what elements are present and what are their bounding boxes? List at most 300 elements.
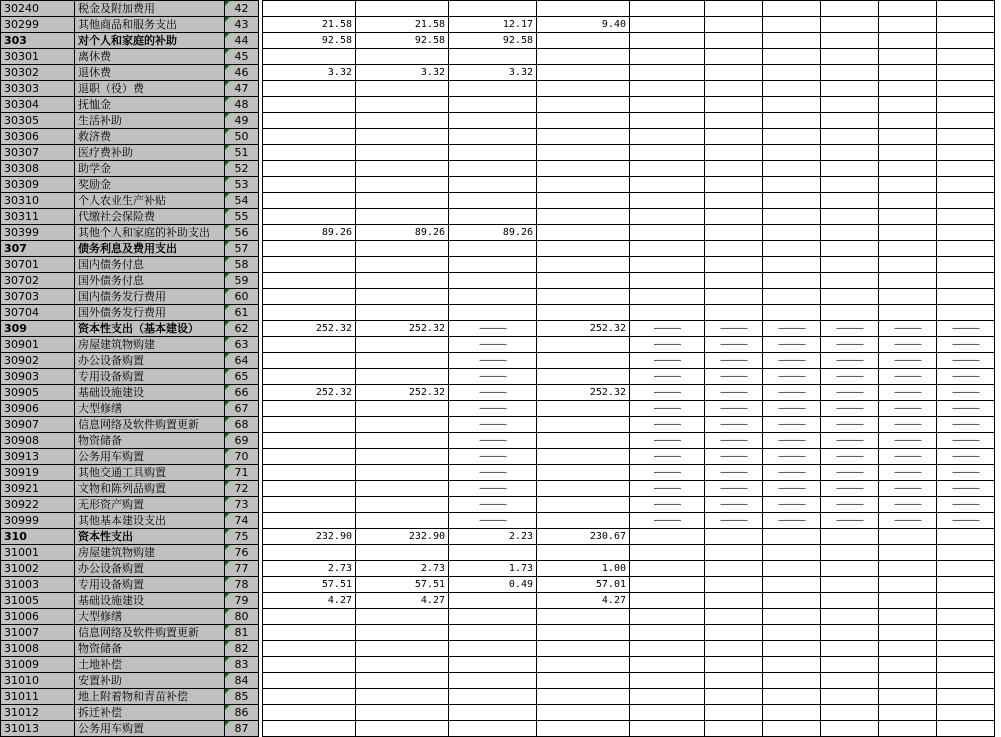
cell-value[interactable] [537,177,630,193]
cell-value[interactable] [356,209,449,225]
cell-value[interactable]: 2.73 [263,561,356,577]
cell-subject-code[interactable]: 30311 [1,209,75,225]
cell-value[interactable] [879,593,937,609]
cell-value[interactable] [449,145,537,161]
cell-value[interactable] [763,305,821,321]
cell-value[interactable] [449,545,537,561]
cell-subject-name[interactable]: 国内债务发行费用 [75,289,225,305]
cell-value[interactable] [763,561,821,577]
cell-subject-code[interactable]: 30922 [1,497,75,513]
cell-value[interactable]: 230.67 [537,529,630,545]
cell-subject-name[interactable]: 公务用车购置 [75,721,225,737]
cell-value[interactable] [879,273,937,289]
cell-value[interactable]: 1.73 [449,561,537,577]
cell-value[interactable] [879,65,937,81]
cell-value[interactable] [705,241,763,257]
cell-value[interactable] [821,65,879,81]
cell-value[interactable]: ——— [705,417,763,433]
cell-value[interactable]: ——— [879,465,937,481]
cell-subject-name[interactable]: 奖励金 [75,177,225,193]
cell-value[interactable]: 1.00 [537,561,630,577]
cell-subject-code[interactable]: 30303 [1,81,75,97]
cell-value[interactable]: ——— [763,321,821,337]
cell-value[interactable] [763,81,821,97]
cell-value[interactable] [705,689,763,705]
cell-value[interactable] [356,689,449,705]
cell-value[interactable] [705,225,763,241]
cell-value[interactable] [630,721,705,737]
cell-value[interactable] [630,705,705,721]
cell-row-number[interactable]: 52 [225,161,259,177]
cell-value[interactable]: 57.51 [356,577,449,593]
cell-subject-name[interactable]: 个人农业生产补贴 [75,193,225,209]
cell-value[interactable] [263,49,356,65]
cell-value[interactable]: 252.32 [356,385,449,401]
cell-value[interactable]: ——— [705,513,763,529]
cell-value[interactable]: ——— [821,449,879,465]
cell-value[interactable] [537,337,630,353]
cell-subject-code[interactable]: 31013 [1,721,75,737]
cell-subject-name[interactable]: 无形资产购置 [75,497,225,513]
cell-value[interactable] [937,81,995,97]
cell-value[interactable] [821,81,879,97]
cell-subject-name[interactable]: 基础设施建设 [75,385,225,401]
cell-value[interactable]: 0.49 [449,577,537,593]
cell-value[interactable] [630,1,705,17]
cell-value[interactable] [449,689,537,705]
cell-value[interactable]: ——— [821,369,879,385]
cell-value[interactable] [705,97,763,113]
cell-value[interactable] [356,145,449,161]
cell-subject-name[interactable]: 文物和陈列品购置 [75,481,225,497]
cell-value[interactable] [879,289,937,305]
cell-value[interactable] [263,193,356,209]
cell-value[interactable]: ——— [449,513,537,529]
cell-value[interactable]: 252.32 [537,321,630,337]
cell-value[interactable] [356,433,449,449]
cell-value[interactable] [705,177,763,193]
cell-value[interactable]: ——— [630,385,705,401]
cell-value[interactable] [763,1,821,17]
cell-row-number[interactable]: 66 [225,385,259,401]
cell-row-number[interactable]: 83 [225,657,259,673]
cell-value[interactable] [705,641,763,657]
cell-value[interactable] [821,641,879,657]
cell-subject-name[interactable]: 资本性支出（基本建设） [75,321,225,337]
cell-value[interactable] [705,1,763,17]
cell-value[interactable] [356,1,449,17]
cell-value[interactable]: ——— [449,321,537,337]
cell-value[interactable]: ——— [763,401,821,417]
cell-value[interactable] [449,161,537,177]
cell-value[interactable] [879,673,937,689]
cell-value[interactable]: 57.01 [537,577,630,593]
cell-value[interactable]: ——— [449,417,537,433]
cell-value[interactable] [705,193,763,209]
cell-value[interactable] [879,561,937,577]
cell-value[interactable] [821,1,879,17]
cell-value[interactable] [630,177,705,193]
cell-row-number[interactable]: 53 [225,177,259,193]
cell-row-number[interactable]: 73 [225,497,259,513]
cell-value[interactable]: ——— [937,465,995,481]
cell-value[interactable] [879,209,937,225]
cell-value[interactable]: ——— [630,321,705,337]
cell-value[interactable]: ——— [449,401,537,417]
cell-value[interactable]: ——— [879,497,937,513]
cell-value[interactable]: 232.90 [356,529,449,545]
cell-value[interactable] [537,1,630,17]
cell-value[interactable] [356,705,449,721]
cell-value[interactable]: ——— [879,369,937,385]
cell-value[interactable]: ——— [705,497,763,513]
cell-value[interactable]: ——— [449,465,537,481]
cell-value[interactable] [763,161,821,177]
cell-value[interactable] [763,721,821,737]
cell-value[interactable]: ——— [630,417,705,433]
cell-value[interactable] [537,369,630,385]
cell-value[interactable]: ——— [879,513,937,529]
cell-value[interactable] [879,609,937,625]
cell-value[interactable]: ——— [763,369,821,385]
cell-value[interactable]: ——— [937,481,995,497]
cell-value[interactable]: ——— [821,433,879,449]
cell-subject-name[interactable]: 大型修缮 [75,609,225,625]
cell-value[interactable] [537,673,630,689]
cell-value[interactable]: ——— [879,433,937,449]
cell-subject-name[interactable]: 信息网络及软件购置更新 [75,625,225,641]
cell-value[interactable] [937,545,995,561]
cell-subject-name[interactable]: 生活补助 [75,113,225,129]
cell-value[interactable] [937,145,995,161]
cell-row-number[interactable]: 47 [225,81,259,97]
cell-value[interactable] [449,241,537,257]
cell-value[interactable]: ——— [879,449,937,465]
cell-value[interactable] [879,721,937,737]
cell-value[interactable] [537,513,630,529]
cell-value[interactable]: ——— [937,449,995,465]
cell-value[interactable]: ——— [937,417,995,433]
cell-value[interactable]: ——— [821,401,879,417]
cell-subject-code[interactable]: 30902 [1,353,75,369]
cell-value[interactable] [630,689,705,705]
cell-subject-code[interactable]: 303 [1,33,75,49]
cell-value[interactable] [705,33,763,49]
cell-subject-code[interactable]: 309 [1,321,75,337]
cell-value[interactable] [537,625,630,641]
cell-value[interactable]: ——— [879,417,937,433]
cell-row-number[interactable]: 64 [225,353,259,369]
cell-value[interactable] [537,193,630,209]
cell-value[interactable] [537,161,630,177]
cell-subject-name[interactable]: 基础设施建设 [75,593,225,609]
cell-row-number[interactable]: 51 [225,145,259,161]
cell-value[interactable] [821,657,879,673]
cell-value[interactable]: ——— [879,385,937,401]
cell-value[interactable] [537,689,630,705]
cell-subject-name[interactable]: 专用设备购置 [75,577,225,593]
cell-value[interactable]: ——— [763,385,821,401]
cell-value[interactable] [537,417,630,433]
cell-row-number[interactable]: 54 [225,193,259,209]
cell-value[interactable] [537,641,630,657]
cell-value[interactable] [705,305,763,321]
cell-value[interactable] [263,145,356,161]
cell-value[interactable]: ——— [821,353,879,369]
cell-value[interactable] [263,369,356,385]
cell-value[interactable]: ——— [449,481,537,497]
cell-value[interactable] [630,33,705,49]
cell-value[interactable] [263,689,356,705]
cell-subject-name[interactable]: 信息网络及软件购置更新 [75,417,225,433]
cell-value[interactable]: ——— [630,353,705,369]
cell-value[interactable] [263,481,356,497]
cell-value[interactable] [356,305,449,321]
cell-value[interactable] [263,401,356,417]
cell-row-number[interactable]: 80 [225,609,259,625]
cell-value[interactable] [821,689,879,705]
cell-value[interactable]: 4.27 [263,593,356,609]
cell-value[interactable] [537,225,630,241]
cell-subject-code[interactable]: 30309 [1,177,75,193]
cell-value[interactable] [705,49,763,65]
cell-value[interactable]: ——— [705,481,763,497]
cell-value[interactable] [263,465,356,481]
cell-subject-code[interactable]: 30701 [1,257,75,273]
cell-subject-code[interactable]: 30399 [1,225,75,241]
cell-value[interactable] [937,65,995,81]
cell-value[interactable]: ——— [449,385,537,401]
cell-subject-code[interactable]: 30305 [1,113,75,129]
cell-value[interactable] [356,129,449,145]
cell-value[interactable] [630,97,705,113]
cell-value[interactable] [705,577,763,593]
cell-value[interactable] [356,369,449,385]
cell-value[interactable]: 21.58 [356,17,449,33]
cell-value[interactable] [879,81,937,97]
cell-row-number[interactable]: 63 [225,337,259,353]
cell-value[interactable]: ——— [937,497,995,513]
cell-subject-code[interactable]: 30307 [1,145,75,161]
cell-value[interactable] [630,625,705,641]
cell-value[interactable]: ——— [630,465,705,481]
cell-value[interactable] [356,193,449,209]
cell-subject-code[interactable]: 30304 [1,97,75,113]
cell-value[interactable]: 89.26 [356,225,449,241]
cell-value[interactable]: 92.58 [449,33,537,49]
cell-subject-code[interactable]: 31003 [1,577,75,593]
cell-subject-name[interactable]: 安置补助 [75,673,225,689]
cell-value[interactable]: 92.58 [356,33,449,49]
cell-value[interactable] [821,177,879,193]
cell-row-number[interactable]: 45 [225,49,259,65]
cell-value[interactable] [879,161,937,177]
cell-value[interactable] [263,81,356,97]
cell-value[interactable]: 12.17 [449,17,537,33]
cell-subject-name[interactable]: 地上附着物和青苗补偿 [75,689,225,705]
cell-subject-name[interactable]: 大型修缮 [75,401,225,417]
cell-subject-name[interactable]: 国外债务发行费用 [75,305,225,321]
cell-value[interactable]: ——— [705,465,763,481]
cell-value[interactable]: ——— [879,321,937,337]
cell-value[interactable]: ——— [449,449,537,465]
cell-value[interactable] [937,529,995,545]
cell-value[interactable] [937,689,995,705]
cell-subject-name[interactable]: 办公设备购置 [75,561,225,577]
cell-subject-code[interactable]: 30308 [1,161,75,177]
cell-value[interactable] [705,81,763,97]
cell-value[interactable]: 2.73 [356,561,449,577]
cell-value[interactable] [879,33,937,49]
cell-subject-name[interactable]: 其他个人和家庭的补助支出 [75,225,225,241]
cell-value[interactable] [763,49,821,65]
cell-value[interactable] [449,609,537,625]
cell-value[interactable] [537,401,630,417]
cell-value[interactable] [763,641,821,657]
cell-value[interactable] [356,513,449,529]
cell-subject-code[interactable]: 307 [1,241,75,257]
cell-value[interactable]: 252.32 [263,385,356,401]
cell-value[interactable] [763,65,821,81]
cell-value[interactable] [937,177,995,193]
cell-value[interactable] [937,241,995,257]
cell-value[interactable] [537,257,630,273]
cell-value[interactable] [821,129,879,145]
cell-value[interactable] [821,529,879,545]
cell-value[interactable] [937,17,995,33]
cell-value[interactable] [937,305,995,321]
cell-value[interactable] [630,577,705,593]
cell-value[interactable] [879,1,937,17]
cell-value[interactable] [356,337,449,353]
cell-value[interactable] [630,673,705,689]
cell-row-number[interactable]: 71 [225,465,259,481]
cell-subject-code[interactable]: 31001 [1,545,75,561]
cell-value[interactable] [263,273,356,289]
cell-subject-code[interactable]: 31009 [1,657,75,673]
cell-row-number[interactable]: 59 [225,273,259,289]
cell-subject-code[interactable]: 31012 [1,705,75,721]
cell-value[interactable] [263,657,356,673]
cell-value[interactable] [449,257,537,273]
cell-value[interactable] [537,353,630,369]
cell-value[interactable] [937,657,995,673]
cell-value[interactable] [263,113,356,129]
cell-value[interactable] [937,273,995,289]
cell-value[interactable] [537,657,630,673]
cell-subject-name[interactable]: 对个人和家庭的补助 [75,33,225,49]
cell-value[interactable]: ——— [449,497,537,513]
cell-row-number[interactable]: 86 [225,705,259,721]
cell-value[interactable] [263,337,356,353]
cell-value[interactable]: ——— [937,433,995,449]
cell-value[interactable] [937,593,995,609]
cell-value[interactable] [630,593,705,609]
cell-value[interactable] [705,209,763,225]
cell-value[interactable] [879,689,937,705]
cell-value[interactable] [821,289,879,305]
cell-value[interactable]: ——— [705,433,763,449]
cell-value[interactable]: 4.27 [537,593,630,609]
cell-value[interactable] [263,129,356,145]
cell-value[interactable] [356,241,449,257]
cell-value[interactable]: ——— [630,433,705,449]
cell-value[interactable] [821,593,879,609]
cell-value[interactable]: ——— [449,369,537,385]
cell-value[interactable] [937,33,995,49]
cell-row-number[interactable]: 57 [225,241,259,257]
cell-value[interactable] [537,497,630,513]
cell-value[interactable]: ——— [705,353,763,369]
cell-value[interactable] [263,705,356,721]
cell-row-number[interactable]: 56 [225,225,259,241]
cell-value[interactable]: ——— [763,497,821,513]
cell-value[interactable] [263,625,356,641]
cell-value[interactable] [879,17,937,33]
cell-value[interactable]: 232.90 [263,529,356,545]
cell-subject-name[interactable]: 房屋建筑物购建 [75,545,225,561]
cell-value[interactable] [537,49,630,65]
cell-value[interactable] [821,49,879,65]
cell-value[interactable] [937,97,995,113]
cell-value[interactable] [705,657,763,673]
cell-value[interactable] [821,161,879,177]
cell-value[interactable] [763,241,821,257]
cell-row-number[interactable]: 78 [225,577,259,593]
cell-value[interactable] [356,721,449,737]
cell-value[interactable] [630,161,705,177]
cell-value[interactable] [630,193,705,209]
cell-value[interactable] [937,673,995,689]
cell-value[interactable]: ——— [821,481,879,497]
cell-value[interactable] [879,705,937,721]
cell-value[interactable] [821,625,879,641]
cell-value[interactable] [630,273,705,289]
cell-value[interactable] [937,289,995,305]
cell-value[interactable] [630,49,705,65]
cell-value[interactable] [937,609,995,625]
cell-value[interactable] [821,225,879,241]
cell-value[interactable]: 3.32 [263,65,356,81]
cell-value[interactable]: 252.32 [356,321,449,337]
cell-value[interactable] [763,257,821,273]
cell-value[interactable] [263,545,356,561]
cell-row-number[interactable]: 68 [225,417,259,433]
cell-value[interactable] [879,177,937,193]
cell-value[interactable] [449,305,537,321]
cell-value[interactable] [937,577,995,593]
cell-value[interactable] [630,209,705,225]
cell-value[interactable] [356,353,449,369]
cell-value[interactable] [537,81,630,97]
cell-row-number[interactable]: 87 [225,721,259,737]
cell-value[interactable] [937,721,995,737]
cell-value[interactable] [763,689,821,705]
cell-value[interactable] [937,129,995,145]
cell-value[interactable]: ——— [630,401,705,417]
cell-value[interactable] [821,705,879,721]
cell-value[interactable]: ——— [937,337,995,353]
cell-value[interactable] [763,209,821,225]
cell-subject-code[interactable]: 30903 [1,369,75,385]
cell-value[interactable] [630,257,705,273]
cell-value[interactable] [263,241,356,257]
cell-value[interactable] [449,273,537,289]
cell-subject-name[interactable]: 国内债务付息 [75,257,225,273]
cell-subject-name[interactable]: 助学金 [75,161,225,177]
cell-value[interactable] [537,721,630,737]
cell-value[interactable] [263,1,356,17]
